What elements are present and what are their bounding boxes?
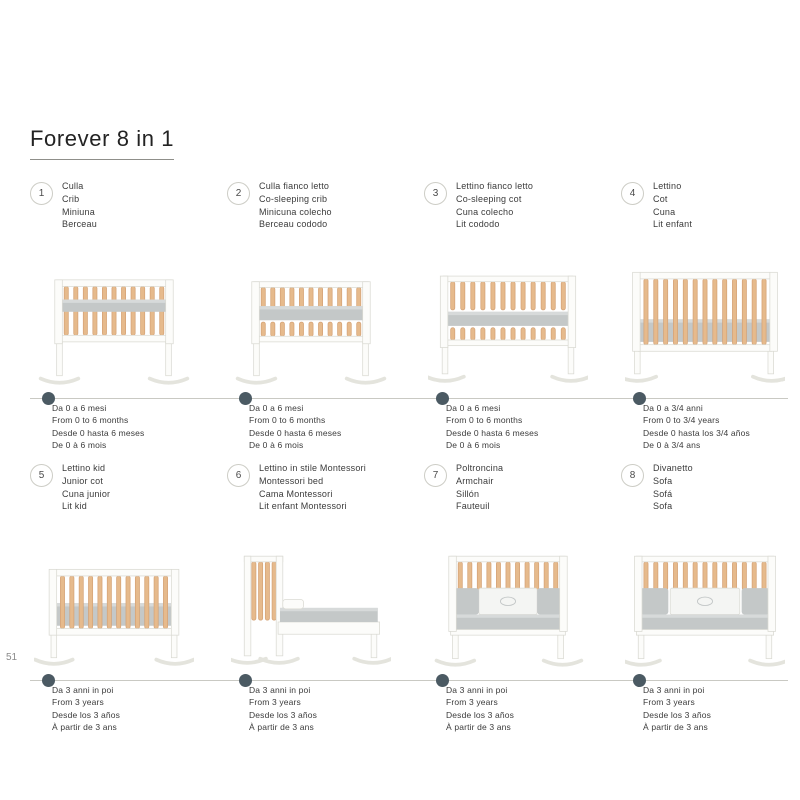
age-line: À partir de 3 ans xyxy=(446,722,511,733)
age-range-cell xyxy=(424,392,591,451)
age-line: Da 3 anni in poi xyxy=(249,685,311,696)
item-name-line: Lettino xyxy=(653,181,682,191)
age-line: Da 3 anni in poi xyxy=(52,685,114,696)
item-name-line: Lettino in stile Montessori xyxy=(259,463,366,474)
age-lines xyxy=(621,392,788,451)
age-line: Desde 0 hasta los 3/4 años xyxy=(643,427,750,438)
timeline-dot xyxy=(42,392,55,405)
age-line: Desde 0 hasta 6 meses xyxy=(249,427,342,438)
item-name-line: Lit enfant xyxy=(653,219,693,230)
montessori-bed-illustration xyxy=(231,528,391,669)
age-line: De 0 à 6 mois xyxy=(249,440,304,450)
product-item xyxy=(424,180,591,387)
product-item xyxy=(424,462,591,669)
timeline-dot xyxy=(436,392,449,405)
item-name-line: Cuna xyxy=(653,206,676,217)
item-name-line: Crib xyxy=(62,193,80,204)
item-number-badge xyxy=(424,182,447,205)
item-header xyxy=(30,180,197,231)
item-number: 6 xyxy=(235,470,242,482)
age-range-cell xyxy=(30,674,197,733)
age-range-cell xyxy=(424,674,591,733)
item-name-line: Lit cododo xyxy=(456,219,500,230)
age-range-cell xyxy=(227,674,394,733)
age-line: De 0 à 6 mois xyxy=(52,440,107,450)
product-item xyxy=(227,462,394,669)
age-range-cell xyxy=(227,392,394,451)
crib-figure xyxy=(424,517,591,669)
age-line: Da 0 a 6 mesi xyxy=(446,403,501,414)
product-item xyxy=(30,462,197,669)
item-names xyxy=(259,180,332,231)
age-line: À partir de 3 ans xyxy=(249,722,314,733)
item-name-line: Cuna junior xyxy=(62,488,111,499)
age-line: Desde los 3 años xyxy=(446,709,515,720)
item-name-line: Culla xyxy=(62,181,84,191)
item-header xyxy=(227,180,394,231)
co-sleeping-crib-illustration xyxy=(231,246,391,387)
timeline-dot xyxy=(633,392,646,405)
item-names xyxy=(62,462,110,513)
age-lines xyxy=(227,392,394,451)
age-line: Desde los 3 años xyxy=(643,709,712,720)
age-line: From 3 years xyxy=(446,697,498,708)
age-line: À partir de 3 ans xyxy=(52,722,117,733)
age-lines xyxy=(424,392,591,451)
item-name-line: Sofá xyxy=(653,488,673,499)
item-name-line: Cuna colecho xyxy=(456,206,514,217)
item-name-line: Fauteuil xyxy=(456,501,490,512)
cot-illustration xyxy=(625,246,785,387)
product-item xyxy=(30,180,197,387)
item-number: 2 xyxy=(235,188,242,199)
item-number-badge xyxy=(227,464,250,487)
age-range-cell xyxy=(30,392,197,451)
age-lines xyxy=(227,674,394,733)
age-line: Desde 0 hasta 6 meses xyxy=(446,427,539,438)
age-line: Desde 0 hasta 6 meses xyxy=(52,427,145,438)
age-grid-row1 xyxy=(30,392,788,450)
crib-figure xyxy=(227,235,394,387)
item-names xyxy=(456,462,503,513)
item-names xyxy=(259,462,366,513)
item-name-line: Co-sleeping crib xyxy=(259,193,328,204)
age-range-cell xyxy=(621,674,788,733)
item-name-line: Junior cot xyxy=(62,475,104,486)
age-lines xyxy=(30,674,197,733)
item-name-line: Minicuna colecho xyxy=(259,206,332,217)
product-grid-row1 xyxy=(30,180,788,387)
age-line: From 3 years xyxy=(52,697,104,708)
item-name-line: Lit kid xyxy=(62,501,87,512)
crib-figure xyxy=(621,235,788,387)
item-names xyxy=(653,462,693,513)
product-item xyxy=(227,180,394,387)
co-sleeping-cot-illustration xyxy=(428,246,588,387)
item-name-line: Lettino kid xyxy=(62,463,106,474)
item-names xyxy=(653,180,692,231)
item-name-line: Lit enfant Montessori xyxy=(259,501,347,512)
age-line: À partir de 3 ans xyxy=(643,722,708,733)
crib-illustration xyxy=(34,246,194,387)
page-content xyxy=(30,126,788,732)
item-number-badge xyxy=(30,182,53,205)
page-title: Forever 8 in 1 xyxy=(30,126,174,160)
item-name-line: Miniuna xyxy=(62,206,95,217)
item-header xyxy=(227,462,394,513)
age-line: Desde los 3 años xyxy=(52,709,121,720)
item-header xyxy=(424,180,591,231)
product-item xyxy=(621,462,788,669)
crib-figure xyxy=(30,517,197,669)
age-line: Da 3 anni in poi xyxy=(643,685,705,696)
age-lines xyxy=(30,392,197,451)
timeline-dot xyxy=(239,392,252,405)
item-name-line: Poltroncina xyxy=(456,463,504,474)
page-number: 51 xyxy=(6,652,18,663)
item-names xyxy=(456,180,533,231)
item-name-line: Berceau xyxy=(62,219,97,230)
item-name-line: Cama Montessori xyxy=(259,488,333,499)
item-name-line: Armchair xyxy=(456,475,494,486)
item-number: 5 xyxy=(38,470,45,482)
item-name-line: Sillón xyxy=(456,488,480,499)
age-line: Desde los 3 años xyxy=(249,709,318,720)
item-names xyxy=(62,180,97,231)
item-number-badge xyxy=(30,464,53,487)
item-name-line: Cot xyxy=(653,193,668,204)
product-item xyxy=(621,180,788,387)
junior-cot-illustration xyxy=(34,528,194,669)
age-line: Da 3 anni in poi xyxy=(446,685,508,696)
armchair-illustration xyxy=(428,528,588,669)
product-grid-row2 xyxy=(30,462,788,669)
item-number-badge xyxy=(424,464,447,487)
crib-figure xyxy=(621,517,788,669)
age-line: From 0 to 6 months xyxy=(249,415,326,426)
item-number-badge xyxy=(227,182,250,205)
item-name-line: Lettino fianco letto xyxy=(456,181,534,191)
age-line: Da 0 a 6 mesi xyxy=(52,403,107,414)
item-number: 8 xyxy=(629,470,636,482)
age-line: From 0 to 6 months xyxy=(52,415,129,426)
item-name-line: Berceau cododo xyxy=(259,219,328,230)
crib-figure xyxy=(424,235,591,387)
item-header xyxy=(621,462,788,513)
item-name-line: Culla fianco letto xyxy=(259,181,330,191)
item-header xyxy=(424,462,591,513)
age-line: Da 0 a 3/4 anni xyxy=(643,403,703,414)
item-header xyxy=(30,462,197,513)
crib-figure xyxy=(30,235,197,387)
sofa-illustration xyxy=(625,528,785,669)
age-line: From 0 to 3/4 years xyxy=(643,415,720,426)
item-number: 4 xyxy=(629,188,636,199)
item-name-line: Sofa xyxy=(653,475,673,486)
age-line: De 0 à 6 mois xyxy=(446,440,501,450)
age-grid-row2 xyxy=(30,674,788,732)
item-header xyxy=(621,180,788,231)
item-name-line: Sofa xyxy=(653,501,673,512)
item-name-line: Co-sleeping cot xyxy=(456,193,522,204)
item-number: 3 xyxy=(432,188,439,199)
age-line: From 0 to 6 months xyxy=(446,415,523,426)
age-lines xyxy=(424,674,591,733)
item-name-line: Divanetto xyxy=(653,463,693,474)
item-name-line: Montessori bed xyxy=(259,475,324,486)
item-number: 1 xyxy=(38,188,45,199)
item-number: 7 xyxy=(432,470,439,482)
item-number-badge xyxy=(621,182,644,205)
age-range-cell xyxy=(621,392,788,451)
item-number-badge xyxy=(621,464,644,487)
age-line: Da 0 a 6 mesi xyxy=(249,403,304,414)
age-line: De 0 à 3/4 ans xyxy=(643,440,701,450)
age-line: From 3 years xyxy=(643,697,695,708)
age-line: From 3 years xyxy=(249,697,301,708)
age-lines xyxy=(621,674,788,733)
crib-figure xyxy=(227,517,394,669)
